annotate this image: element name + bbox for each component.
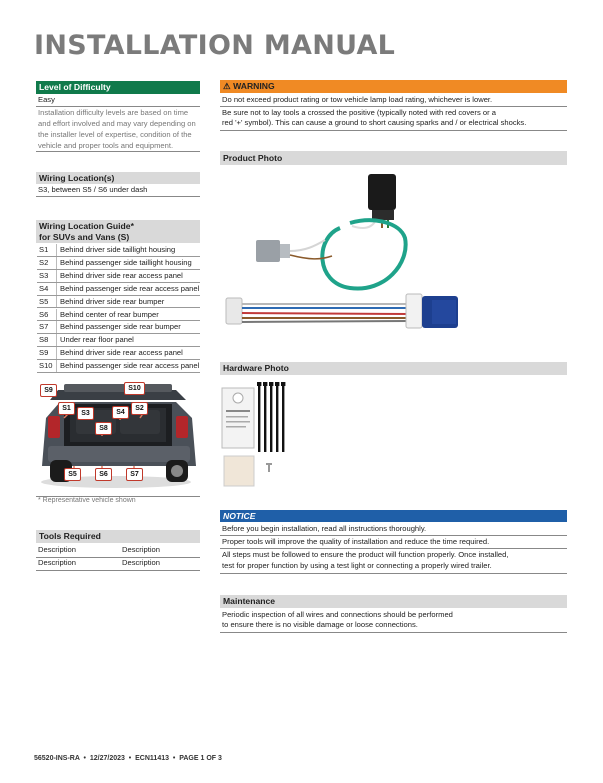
divider	[220, 573, 567, 574]
guide-code: S10	[39, 361, 53, 371]
vehicle-label: S7	[126, 468, 143, 481]
vehicle-label: S5	[64, 468, 81, 481]
hardware-photo-header: Hardware Photo	[220, 362, 567, 375]
divider	[220, 106, 567, 107]
guide-location: Behind passenger side taillight housing	[60, 257, 192, 267]
guide-location: Behind passenger side rear bumper	[60, 322, 181, 332]
guide-separator	[56, 309, 57, 321]
vehicle-label: S4	[112, 406, 129, 419]
tools-cell: Description	[122, 545, 160, 554]
notice-line3a: All steps must be followed to ensure the product will function properly. Once installed,	[222, 550, 509, 559]
guide-location: Under rear floor panel	[60, 335, 134, 345]
notice-line1: Before you begin installation, read all instructions thoroughly.	[222, 524, 427, 533]
warning-header-label: WARNING	[233, 81, 275, 91]
tools-cell: Description	[122, 558, 160, 567]
guide-row	[37, 321, 200, 334]
guide-separator	[56, 244, 57, 256]
vehicle-label: S10	[124, 382, 145, 395]
tools-cell: Description	[38, 558, 76, 567]
product-photo-header: Product Photo	[220, 151, 567, 165]
guide-row	[37, 309, 200, 322]
warning-line2b: red '+' symbol). This can cause a ground to short causing sparks and / or electrical shocks.	[222, 118, 527, 127]
tools-cell: Description	[38, 545, 76, 554]
maintenance-header: Maintenance	[220, 595, 567, 608]
difficulty-note: Installation difficulty levels are based on time and effort involved and may vary depending on the installer level of expertise, condition of the vehicle and proper tools and equipment.	[38, 108, 196, 150]
notice-line2: Proper tools will improve the quality of installation and reduce the time required.	[222, 537, 490, 546]
vehicle-label: S9	[40, 384, 57, 397]
vehicle-rear-image	[36, 378, 201, 493]
wiring-location-value: S3, between S5 / S6 under dash	[38, 185, 148, 194]
guide-code: S7	[39, 322, 49, 332]
guide-row	[37, 334, 200, 347]
divider	[36, 151, 200, 152]
guide-code: S3	[39, 270, 49, 280]
vehicle-footnote: * Representative vehicle shown	[38, 497, 136, 504]
guide-code: S2	[39, 257, 49, 267]
difficulty-header: Level of Difficulty	[36, 81, 200, 94]
wiring-location-header: Wiring Location(s)	[36, 172, 200, 184]
guide-separator	[56, 270, 57, 282]
guide-row	[37, 270, 200, 283]
notice-line3b: test for proper function by using a test light or connecting a properly wired trailer.	[222, 561, 492, 570]
tools-row	[36, 544, 200, 558]
guide-row	[37, 283, 200, 296]
guide-header-line2: for SUVs and Vans (S)	[39, 231, 130, 242]
warning-line2a: Be sure not to lay tools a crossed the positive (typically noted with red covers or a	[222, 108, 496, 117]
guide-location: Behind driver side rear access panel	[60, 348, 183, 358]
guide-separator	[56, 360, 57, 372]
divider	[220, 130, 567, 131]
guide-code: S6	[39, 309, 49, 319]
guide-row	[37, 257, 200, 270]
guide-location: Behind passenger side rear access panel	[60, 361, 200, 371]
divider	[220, 535, 567, 536]
tools-header: Tools Required	[36, 530, 200, 543]
guide-location: Behind center of rear bumper	[60, 309, 159, 319]
divider	[36, 196, 200, 197]
guide-row	[37, 296, 200, 309]
warning-line1: Do not exceed product rating or tow vehicle lamp load rating, whichever is lower.	[222, 95, 493, 104]
guide-separator	[56, 347, 57, 359]
guide-location: Behind driver side rear access panel	[60, 270, 183, 280]
warning-icon: ⚠	[223, 81, 231, 91]
notice-header: NOTICE	[220, 510, 567, 522]
guide-header	[36, 220, 200, 243]
vehicle-label: S6	[95, 468, 112, 481]
vehicle-label: S1	[58, 402, 75, 415]
guide-separator	[56, 296, 57, 308]
guide-location: Behind driver side rear bumper	[60, 296, 165, 306]
guide-row	[37, 360, 200, 373]
guide-code: S4	[39, 283, 49, 293]
guide-separator	[56, 321, 57, 333]
guide-location: Behind driver side taillight housing	[60, 245, 176, 254]
page-title: INSTALLATION MANUAL	[34, 30, 396, 61]
warning-header	[220, 80, 567, 93]
guide-separator	[56, 334, 57, 346]
guide-code: S9	[39, 348, 49, 358]
guide-row	[37, 244, 200, 257]
product-photo	[220, 168, 567, 340]
guide-header-line1: Wiring Location Guide*	[39, 221, 134, 231]
vehicle-label: S8	[95, 422, 112, 435]
maintenance-line2: to ensure there is no visible damage or loose connections.	[222, 620, 418, 629]
divider	[220, 548, 567, 549]
maintenance-line1: Periodic inspection of all wires and connections should be performed	[222, 610, 453, 619]
guide-location: Behind passenger side rear access panel	[60, 283, 200, 293]
vehicle-label: S3	[77, 407, 94, 420]
difficulty-level: Easy	[38, 95, 55, 104]
guide-separator	[56, 257, 57, 269]
guide-separator	[56, 283, 57, 295]
guide-code: S1	[39, 245, 49, 254]
guide-code: S8	[39, 335, 49, 345]
hardware-photo	[220, 380, 567, 492]
guide-code: S5	[39, 296, 49, 306]
page-footer: 56520-INS-RA • 12/27/2023 • ECN11413 • PAGE 1 OF 3	[34, 755, 222, 762]
guide-row	[37, 347, 200, 360]
divider	[220, 632, 567, 633]
vehicle-label: S2	[131, 402, 148, 415]
tools-row	[36, 557, 200, 571]
